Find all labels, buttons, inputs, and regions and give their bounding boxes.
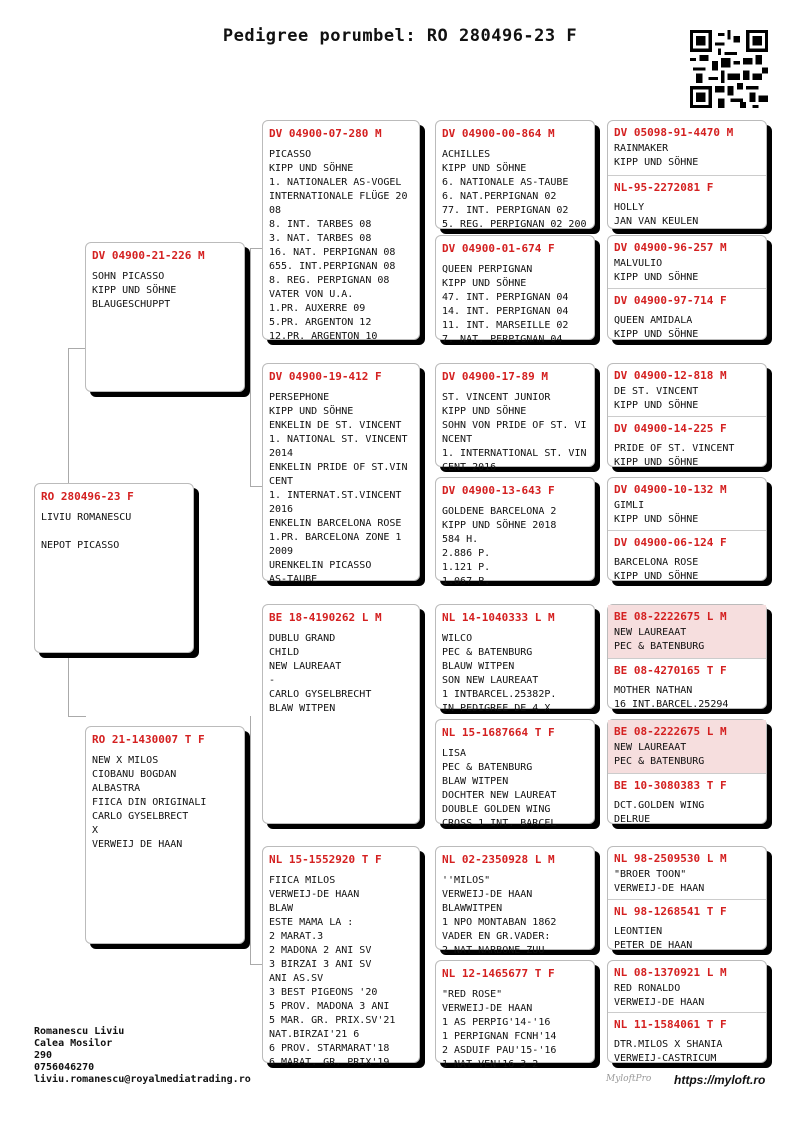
pigeon-details: ACHILLES KIPP UND SÖHNE 6. NATIONALE AS-TAUBE 6. NAT.PERPIGNAN 02 77. INT. PERPIGNAN 02 5. REG. PERPIGNAN 02 200 — [442, 149, 587, 230]
ancestor-female — [608, 774, 766, 825]
subject-ring-number: RO 280496-23 F — [41, 490, 134, 503]
pigeon-details: PICASSO KIPP UND SÖHNE 1. NATIONALER AS-VOGEL INTERNATIONALE FLÜGE 2008 8. INT. TARBES 08 3. NAT. TARBES 08 16. NAT. PERPIGNAN 08 655. INT.PERPIGNAN 08 8. REG. PERPIGNAN 08 VATER VON U.A. 1.PR. AUXERRE 09 5.PR. ARGENTON 12 12.PR. ARGENTON 10 — [269, 149, 408, 342]
ring-number: NL 98-1268541 T F — [614, 905, 727, 918]
subject-details: LIVIU ROMANESCU NEPOT PICASSO — [41, 512, 132, 551]
pigeon-details: GOLDENE BARCELONA 2 KIPP UND SÖHNE 2018 584 H. 2.886 P. 1.121 P. 1.067 P. — [442, 506, 557, 587]
pigeon-details: FIICA MILOS VERWEIJ-DE HAAN BLAW ESTE MAMA LA : 2 MARAT.3 2 MADONA 2 ANI SV 3 BIRZAI 3 ANI SV ANI AS.SV 3 BEST PIGEONS '20 5 PROV. MADONA 3 ANI 5 MAR. GR. PRIX.SV'21 NAT.BIRZAI'21 6 6 PROV. STARMARAT'18 6 MARAT. GR. PRIX'19 — [269, 875, 396, 1068]
ancestor-female — [608, 531, 766, 583]
ancestor-female — [608, 1013, 766, 1064]
grandparent-card — [262, 363, 420, 585]
ring-number: DV 04900-00-864 M — [442, 127, 555, 140]
pigeon-details: "RED ROSE" VERWEIJ-DE HAAN 1 AS PERPIG'14-'16 1 PERPIGNAN FCNH'14 2 ASDUIF PAU'15-'16 1 NAT VEN'16 3 2 — [442, 989, 557, 1070]
ancestor-male — [608, 961, 766, 1012]
ring-number: DV 05098-91-4470 M — [614, 126, 734, 139]
great-grandparent-card — [435, 120, 595, 229]
pigeon-details: ST. VINCENT JUNIOR KIPP UND SÖHNE SOHN VON PRIDE OF ST. VINCENT 1. INTERNATIONAL ST. VINCENT 2016 — [442, 392, 587, 473]
pigeon-details: NEW LAUREAAT PEC & BATENBURG — [614, 627, 705, 652]
ring-number: DV 04900-96-257 M — [614, 241, 727, 254]
great-grandparent-card — [435, 719, 595, 829]
ancestor-female — [608, 417, 766, 469]
great-grandparent-card — [435, 604, 595, 714]
owner-contact: Romanescu Liviu Calea Mosilor 290 0756046270 liviu.romanescu@royalmediatrading.ro — [34, 1026, 251, 1085]
ring-number: DV 04900-07-280 M — [269, 127, 382, 140]
myloft-logo: MyloftPro — [606, 1074, 652, 1084]
pigeon-details: PRIDE OF ST. VINCENT KIPP UND SÖHNE — [614, 443, 735, 468]
ring-number: NL 14-1040333 L M — [442, 611, 555, 624]
ancestor-male — [608, 121, 766, 175]
pigeon-details: NEW LAUREAAT PEC & BATENBURG — [614, 742, 705, 767]
ring-number: BE 08-4270165 T F — [614, 664, 727, 677]
grandparent-card — [262, 604, 420, 824]
ring-number: BE 10-3080383 T F — [614, 779, 727, 792]
great-grandparent-card — [435, 477, 595, 587]
pigeon-details: ''MILOS" VERWEIJ-DE HAAN BLAWWITPEN 1 NPO MONTABAN 1862 VADER EN GR.VADER: 2 NAT NARBONE ZUU — [442, 875, 557, 956]
ring-number: BE 08-2222675 L M — [614, 610, 727, 623]
great-grandparent-card — [435, 235, 595, 345]
ring-number: NL 11-1584061 T F — [614, 1018, 727, 1031]
great-grandparent-card — [435, 363, 595, 473]
pigeon-details: BARCELONA ROSE KIPP UND SÖHNE — [614, 557, 699, 582]
sire-details: SOHN PICASSO KIPP UND SÖHNE BLAUGESCHUPPT — [92, 271, 177, 310]
dam-ring-number: RO 21-1430007 T F — [92, 733, 205, 746]
pigeon-details: "BROER TOON" VERWEIJ-DE HAAN — [614, 869, 705, 894]
pigeon-details: PERSEPHONE KIPP UND SÖHNE ENKELIN DE ST. VINCENT 1. NATIONAL ST. VINCENT 2014 ENKELIN PRIDE OF ST.VINCENT 1. INTERNAT.ST.VINCENT 2016 ENKELIN BARCELONA ROSE 1.PR. BARCELONA ZONE 1 2009 URENKELIN PICASSO AS-TAUBE — [269, 392, 408, 585]
pigeon-details: MALVULIO KIPP UND SÖHNE — [614, 258, 699, 283]
ring-number: NL 15-1687664 T F — [442, 726, 555, 739]
ancestor-pair-card — [607, 604, 767, 709]
great-grandparent-card — [435, 846, 595, 956]
ring-number: NL-95-2272081 F — [614, 181, 714, 194]
ring-number: BE 08-2222675 L M — [614, 725, 727, 738]
pigeon-details: DUBLU GRAND CHILD NEW LAUREAAT - CARLO GYSELBRECHT BLAW WITPEN — [269, 633, 372, 714]
ancestor-pair-card — [607, 477, 767, 581]
pigeon-details: MOTHER NATHAN 16 INT.BARCEL.25294 — [614, 685, 729, 710]
pigeon-details: LISA PEC & BATENBURG BLAW WITPEN DOCHTER NEW LAUREAT DOUBLE GOLDEN WING CROSS 1 INT. BARCEL — [442, 748, 557, 829]
ring-number: DV 04900-06-124 F — [614, 536, 727, 549]
ancestor-male — [608, 847, 766, 899]
grandparent-card — [262, 120, 420, 340]
sire-card — [85, 242, 245, 392]
ancestor-pair-card — [607, 235, 767, 340]
ancestor-pair-card — [607, 846, 767, 950]
dam-card — [85, 726, 245, 944]
ancestor-male — [608, 720, 766, 773]
page-title: Pedigree porumbel: RO 280496-23 F — [222, 26, 578, 46]
ancestor-male — [608, 364, 766, 416]
pigeon-details: LEONTIEN PETER DE HAAN — [614, 926, 693, 951]
ring-number: DV 04900-10-132 M — [614, 483, 727, 496]
qr-code-icon — [690, 30, 768, 108]
pigeon-details: DE ST. VINCENT KIPP UND SÖHNE — [614, 386, 699, 411]
sire-ring-number: DV 04900-21-226 M — [92, 249, 205, 262]
ancestor-female — [608, 289, 766, 341]
subject-pigeon-card — [34, 483, 194, 653]
pigeon-details: RAINMAKER KIPP UND SÖHNE — [614, 143, 699, 168]
ancestor-pair-card — [607, 960, 767, 1063]
ring-number: DV 04900-13-643 F — [442, 484, 555, 497]
ancestor-male — [608, 478, 766, 530]
ring-number: NL 02-2350928 L M — [442, 853, 555, 866]
ring-number: DV 04900-97-714 F — [614, 294, 727, 307]
ring-number: DV 04900-12-818 M — [614, 369, 727, 382]
ring-number: NL 98-2509530 L M — [614, 852, 727, 865]
ancestor-pair-card — [607, 120, 767, 229]
pigeon-details: DTR.MILOS X SHANIA VERWEIJ-CASTRICUM — [614, 1039, 723, 1064]
ring-number: DV 04900-19-412 F — [269, 370, 382, 383]
pigeon-details: RED RONALDO VERWEIJ-DE HAAN — [614, 983, 705, 1008]
dam-details: NEW X MILOS CIOBANU BOGDAN ALBASTRA FIICA DIN ORIGINALI CARLO GYSELBRECT X VERWEIJ DE HAAN — [92, 755, 207, 850]
ancestor-male — [608, 605, 766, 658]
pigeon-details: HOLLY JAN VAN KEULEN — [614, 202, 699, 227]
pigeon-details: QUEEN AMIDALA KIPP UND SÖHNE — [614, 315, 699, 340]
ring-number: NL 15-1552920 T F — [269, 853, 382, 866]
ring-number: DV 04900-01-674 F — [442, 242, 555, 255]
great-grandparent-card — [435, 960, 595, 1070]
ancestor-pair-card — [607, 719, 767, 824]
pigeon-details: DCT.GOLDEN WING DELRUE — [614, 800, 705, 825]
pigeon-details: QUEEN PERPIGNAN KIPP UND SÖHNE 47. INT. PERPIGNAN 04 14. INT. PERPIGNAN 04 11. INT. MARSEILLE 02 7. NAT. PERPIGNAN 04 — [442, 264, 569, 345]
ancestor-male — [608, 236, 766, 288]
ring-number: DV 04900-17-89 M — [442, 370, 548, 383]
pigeon-details: WILCO PEC & BATENBURG BLAUW WITPEN SON NEW LAUREAAT 1 INTBARCEL.25382P. IN PEDIGREE DE 4 X — [442, 633, 557, 714]
ancestor-female — [608, 659, 766, 710]
pigeon-details: GIMLI KIPP UND SÖHNE — [614, 500, 699, 525]
ring-number: DV 04900-14-225 F — [614, 422, 727, 435]
grandparent-card — [262, 846, 420, 1068]
ring-number: NL 08-1370921 L M — [614, 966, 727, 979]
ancestor-pair-card — [607, 363, 767, 467]
website-link[interactable]: https://myloft.ro — [674, 1073, 766, 1087]
ancestor-female — [608, 900, 766, 952]
ancestor-female — [608, 176, 766, 230]
ring-number: NL 12-1465677 T F — [442, 967, 555, 980]
ring-number: BE 18-4190262 L M — [269, 611, 382, 624]
